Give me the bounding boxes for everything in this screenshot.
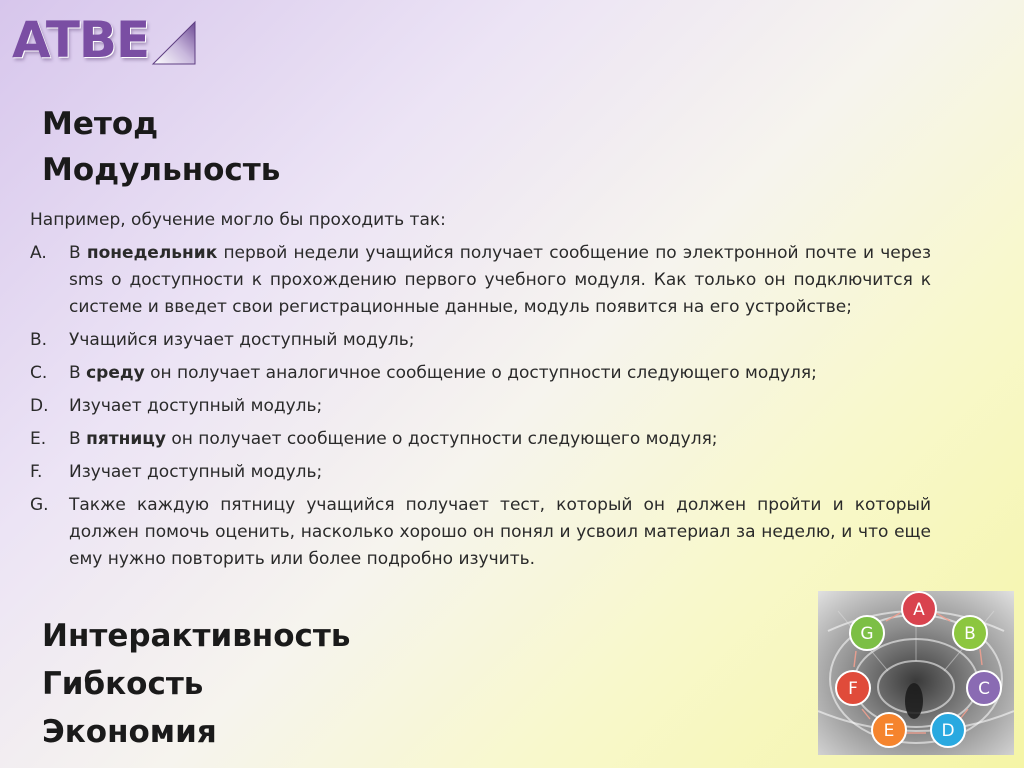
item-text: Также каждую пятницу учащийся получает тест, который он должен пройти и который должен помочь оценить, насколько хорошо он понял и усвоил материал за неделю, и что еще ему нужно повторить или более подробно изучить. (69, 495, 931, 569)
atbe-logo (12, 10, 197, 70)
item-text: В (69, 363, 87, 383)
item-text: В (69, 243, 87, 263)
module-label-a: A (913, 600, 925, 620)
flexibility-label: Гибкость (42, 666, 204, 702)
list-marker: E. (30, 429, 47, 449)
list-marker: A. (30, 243, 47, 263)
method-title: Метод (42, 106, 159, 142)
item-text: В (69, 429, 87, 449)
logo-triangle-icon (151, 20, 197, 66)
intro-text: Например, обучение могло бы проходить так: (30, 210, 446, 230)
item-bold: понедельник (86, 243, 218, 263)
list-item (30, 240, 931, 321)
module-label-d: D (941, 721, 955, 741)
item-text: Учащийся изучает доступный модуль; (69, 330, 415, 350)
logo-text: ATBE (12, 11, 150, 69)
module-label-c: C (978, 679, 990, 699)
content-body (30, 207, 931, 579)
list-item (30, 393, 931, 420)
list-item (30, 360, 931, 387)
item-text-rest: он получает аналогичное сообщение о доступности следующего модуля; (144, 363, 817, 383)
modules-cycle-image (818, 591, 1014, 755)
modularity-title: Модульность (42, 152, 281, 188)
economy-label: Экономия (42, 714, 217, 750)
module-label-e: E (883, 721, 895, 741)
list-marker: F. (30, 462, 43, 482)
item-text: Изучает доступный модуль; (69, 462, 323, 482)
modules-cycle-diagram (818, 591, 1014, 755)
list-item (30, 459, 931, 486)
list-item (30, 492, 931, 573)
module-label-f: F (848, 679, 858, 699)
module-label-g: G (860, 624, 874, 644)
item-text-rest: он получает сообщение о доступности следующего модуля; (165, 429, 718, 449)
steps-list (30, 240, 931, 573)
item-bold: среду (86, 363, 145, 383)
item-bold: пятницу (86, 429, 166, 449)
list-marker: D. (30, 396, 49, 416)
interactivity-label: Интерактивность (42, 618, 351, 654)
list-marker: G. (30, 495, 49, 515)
list-marker: B. (30, 330, 48, 350)
list-item (30, 327, 931, 354)
item-text: Изучает доступный модуль; (69, 396, 323, 416)
module-label-b: B (964, 624, 976, 644)
item-text-rest: первой недели учащийся получает сообщение по электронной почте и через sms о доступности к прохождению первого учебного модуля. Как только он подключится к системе и введет свои регистрационные данные, модуль появится на его устройстве; (69, 243, 931, 317)
list-marker: C. (30, 363, 48, 383)
list-item (30, 426, 931, 453)
